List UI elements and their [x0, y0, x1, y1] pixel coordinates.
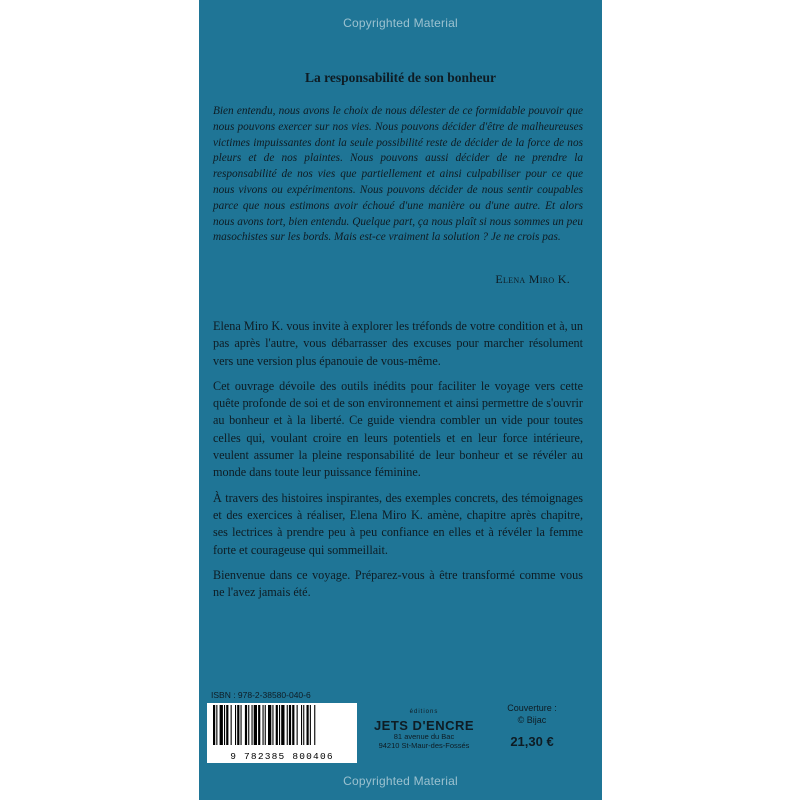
isbn-label: ISBN : 978-2-38580-040-6 — [211, 690, 311, 700]
quote-heading: La responsabilité de son bonheur — [304, 70, 497, 85]
barcode — [207, 703, 357, 763]
publisher-address-line2: 94210 St-Maur-des-Fossés — [378, 741, 470, 750]
cover-credit: © Bijac — [517, 715, 547, 725]
publisher-tag: éditions — [409, 709, 439, 715]
back-cover — [199, 0, 602, 800]
barcode-bars-icon — [211, 705, 353, 745]
blurb-paragraph: Cet ouvrage dévoile des outils inédits pour faciliter le voyage vers cette quête profonde de soi et de son environnement et ainsi permettre de s'ouvrir au bonheur et à la liberté. Ce guide viendra combler un vide pour toutes celles qui, voulant croire en leurs potentiels et en leur force intérieure, veulent assumer la pleine responsabilité de leur bonheur et se révéler au monde dans toute leur puissance féminine. — [213, 378, 583, 480]
cover-label: Couverture : — [507, 703, 557, 713]
publisher-name: JETS D'ENCRE — [373, 718, 475, 733]
barcode-number: 9 782385 800406 — [230, 751, 334, 762]
cover-footer — [199, 690, 602, 760]
price: 21,30 € — [510, 734, 554, 749]
author-signature: Elena Miro K. — [495, 272, 570, 286]
watermark-bottom: Copyrighted Material — [343, 774, 458, 788]
quote-text: Bien entendu, nous avons le choix de nous délester de ce formidable pouvoir que nous pouvons exercer sur nos vies. Nous pouvons décider d'être de malheureuses victimes impuissantes dont la seule possibilité reste de décider de la force de nos pleurs et de nos plaintes. Nous pouvons aussi décider de ne prendre la responsabilité de nos vies que partiellement et ainsi culpabiliser pour ce que nous vivons ou expérimentons. Nous pouvons décider de nous sentir coupables parce que nous estimons avoir échoué d'une manière ou d'une autre. Et alors nous avons tort, bien entendu. Quelque part, ça nous plaît si nous sommes un peu masochistes sur les bords. Mais est-ce vraiment la solution ? Je ne crois pas. — [213, 105, 583, 244]
cover-credit-price — [492, 702, 572, 749]
publisher-address-line1: 81 avenue du Bac — [393, 732, 455, 741]
barcode-block — [207, 690, 362, 763]
blurb — [213, 318, 583, 609]
watermark-top: Copyrighted Material — [343, 16, 458, 30]
publisher-logo — [369, 706, 479, 732]
blurb-paragraph: À travers des histoires inspirantes, des exemples concrets, des témoignages et des exercices à réaliser, Elena Miro K. amène, chapitre après chapitre, ses lectrices à prendre peu à peu confiance en elles et à révéler la femme forte et courageuse qui sommeillait. — [213, 490, 583, 557]
blurb-paragraph: Elena Miro K. vous invite à explorer les tréfonds de votre condition et à, un pas après l'autre, vous débarrasser des excuses pour marcher résolument vers une version plus épanouie de vous-même. — [213, 319, 583, 368]
blurb-paragraph: Bienvenue dans ce voyage. Préparez-vous à être transformé comme vous ne l'avez jamais été. — [213, 567, 583, 600]
publisher-info — [369, 706, 479, 750]
